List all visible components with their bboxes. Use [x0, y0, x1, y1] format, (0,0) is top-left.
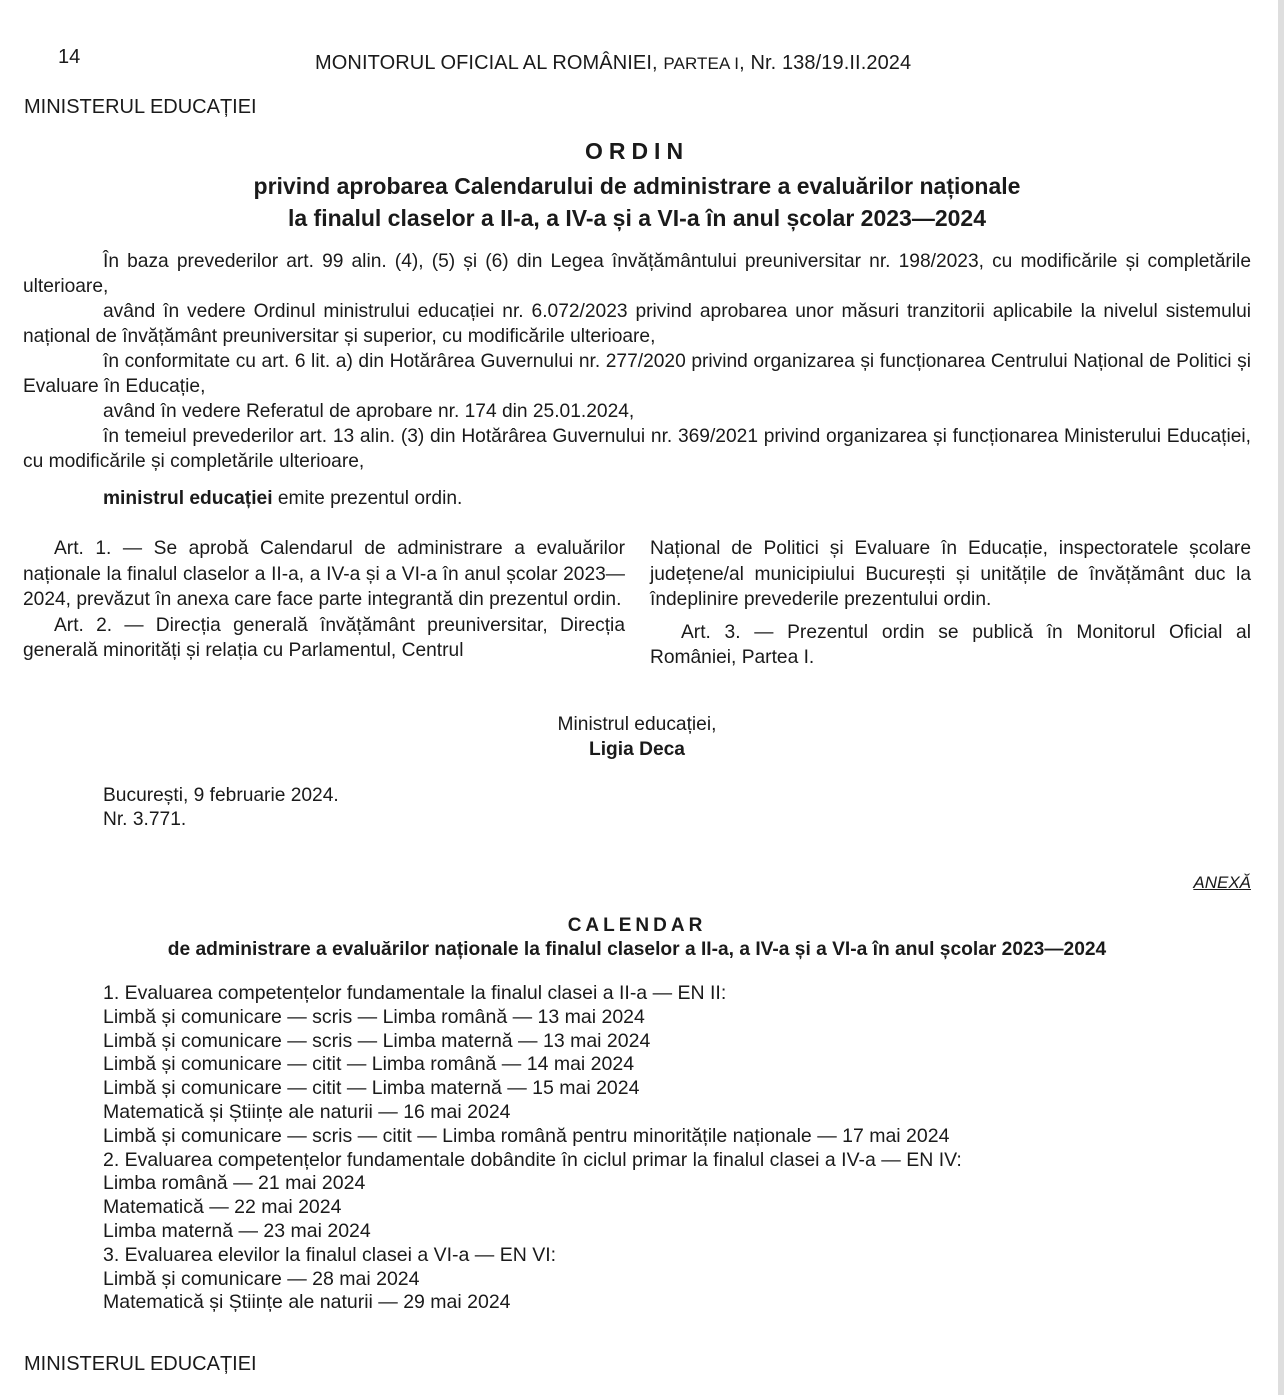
order-subtitle-line1: privind aprobarea Calendarului de administrare a evaluărilor naționale: [253, 173, 1021, 199]
calendar-entry: Limbă și comunicare — citit — Limba română — 14 mai 2024: [103, 1053, 635, 1076]
calendar-section-heading: 1. Evaluarea competențelor fundamentale la finalul clasei a II-a — EN II:: [103, 982, 727, 1004]
article-3: Art. 3. — Prezentul ordin se publică în Monitorul Oficial al României, Partea I.: [650, 621, 1251, 668]
place-date-block: [103, 784, 339, 832]
order-subtitle-line2: la finalul claselor a II-a, a IV-a și a VI-a în anul școlar 2023—2024: [287, 205, 986, 231]
signature-block: [0, 712, 1274, 762]
articles-left-column: [23, 536, 625, 664]
calendar-entry: Matematică și Științe ale naturii — 29 mai 2024: [103, 1291, 511, 1314]
issuer-name: ministrul educației: [103, 488, 273, 509]
issuing-ministry: MINISTERUL EDUCAȚIEI: [24, 96, 257, 118]
next-section-ministry: MINISTERUL EDUCAȚIEI: [24, 1353, 257, 1375]
page-number: 14: [58, 46, 81, 68]
calendar-entry: Limbă și comunicare — scris — Limba română — 13 mai 2024: [103, 1005, 645, 1028]
calendar-entry: Limba română — 21 mai 2024: [103, 1172, 366, 1195]
calendar-entry: Limbă și comunicare — 28 mai 2024: [103, 1267, 420, 1290]
running-header: [315, 52, 911, 75]
calendar-list: [103, 982, 962, 1315]
preamble-paragraph: având în vedere Ordinul ministrului educației nr. 6.072/2023 privind aprobarea unor măsuri tranzitorii aplicabile la nivelul sistemului național de învățământ preuniversitar și superior, cu modificările ulterioare,: [23, 301, 1251, 347]
issuer-action: emite prezentul ordin.: [272, 488, 463, 509]
calendar-entry: Limbă și comunicare — scris — Limba maternă — 13 mai 2024: [103, 1029, 651, 1052]
preamble-paragraph: în temeiul prevederilor art. 13 alin. (3) din Hotărârea Guvernului nr. 369/2021 privind organizarea și funcționarea Ministerului Educației, cu modificările și completările ulterioare,: [23, 426, 1251, 472]
calendar-section-heading: 2. Evaluarea competențelor fundamentale dobândite în ciclul primar la finalul clasei a IV-a — EN IV:: [103, 1148, 962, 1171]
calendar-entry: Limbă și comunicare — scris — citit — Limba română pentru minoritățile naționale — 17 mai 2024: [103, 1124, 950, 1147]
article-2-part2: Național de Politici și Evaluare în Educație, inspectoratele școlare județene/al municipiului București și unitățile de învățământ duc la îndeplinire prevederile prezentului ordin.: [650, 538, 1251, 610]
page-edge: [1278, 0, 1284, 1395]
calendar-entry: Limbă și comunicare — citit — Limba maternă — 15 mai 2024: [103, 1077, 640, 1100]
preamble-paragraph: în conformitate cu art. 6 lit. a) din Hotărârea Guvernului nr. 277/2020 privind organizarea și funcționarea Centrului Național de Politici și Evaluare în Educație,: [23, 351, 1251, 397]
preamble-paragraph: având în vedere Referatul de aprobare nr. 174 din 25.01.2024,: [103, 401, 635, 422]
calendar-entry: Limba maternă — 23 mai 2024: [103, 1219, 371, 1242]
annex-label: ANEXĂ: [1193, 873, 1251, 892]
article-2-part1: Art. 2. — Direcția generală învățământ preuniversitar, Direcția generală minorități și relația cu Parlamentul, Centrul: [23, 614, 625, 661]
publication-part: PARTEA I: [663, 54, 740, 73]
publication-issue: , Nr. 138/19.II.2024: [739, 52, 912, 74]
issuing-statement: [23, 486, 1251, 511]
preamble-paragraph: În baza prevederilor art. 99 alin. (4), (5) și (6) din Legea învățământului preuniversitar nr. 198/2023, cu modificările și completările ulterioare,: [23, 251, 1251, 297]
calendar-entry: Matematică — 22 mai 2024: [103, 1196, 342, 1219]
order-subtitle: [0, 170, 1274, 234]
preamble: [23, 249, 1251, 511]
calendar-title: CALENDAR: [567, 915, 707, 936]
publication-name: MONITORUL OFICIAL AL ROMÂNIEI,: [315, 52, 664, 74]
signer-name: Ligia Deca: [589, 739, 685, 760]
order-title: ORDIN: [584, 138, 690, 164]
articles-right-column: [650, 536, 1251, 671]
calendar-entry: Matematică și Științe ale naturii — 16 mai 2024: [103, 1100, 511, 1123]
calendar-section-heading: 3. Evaluarea elevilor la finalul clasei a VI-a — EN VI:: [103, 1243, 557, 1266]
calendar-subtitle: de administrare a evaluărilor naționale la finalul claselor a II-a, a IV-a și a VI-a în anul școlar 2023—2024: [167, 939, 1107, 960]
place-date: București, 9 februarie 2024.: [103, 785, 339, 806]
signer-title: Ministrul educației,: [557, 714, 717, 735]
article-1: Art. 1. — Se aprobă Calendarul de administrare a evaluărilor naționale la finalul claselor a II-a, a IV-a și a VI-a în anul școlar 2023—2024, prevăzut în anexa care face parte integrantă din prezentul ordin.: [23, 538, 625, 610]
order-number: Nr. 3.771.: [103, 809, 187, 830]
